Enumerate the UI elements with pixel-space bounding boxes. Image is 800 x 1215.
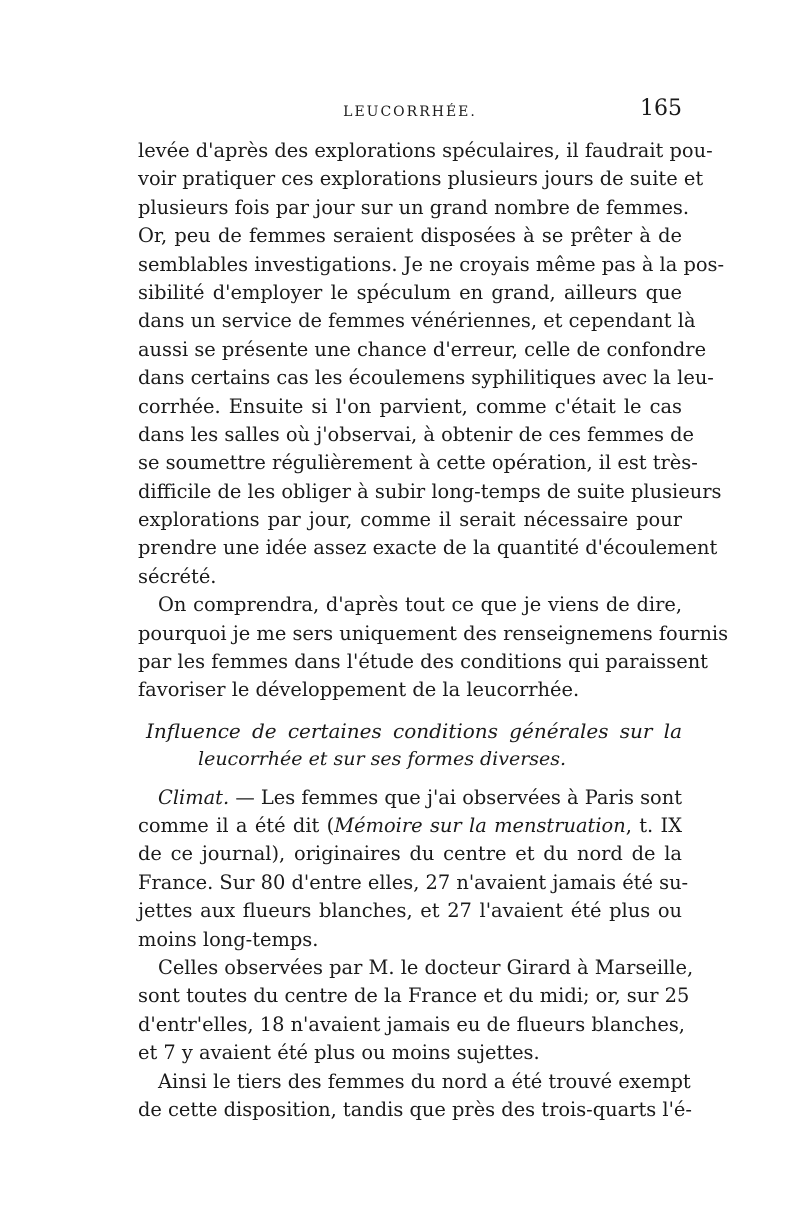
text-line: corrhée. Ensuite si l'on parvient, comme c'était le cas (138, 394, 682, 418)
text-line: France. Sur 80 d'entre elles, 27 n'avaient jamais été su- (138, 870, 689, 894)
paragraph-comprendra (138, 591, 729, 705)
spacer (138, 774, 682, 784)
section-heading (138, 717, 682, 774)
text-line: sibilité d'employer le spéculum en grand, ailleurs que (138, 280, 682, 304)
paragraph-ainsi (138, 1068, 692, 1125)
text-line: semblables investigations. Je ne croyais même pas à la pos- (138, 252, 725, 276)
text-line: moins long-temps. (138, 927, 319, 951)
text-line: jettes aux flueurs blanches, et 27 l'avaient été plus ou (138, 899, 682, 923)
text-line: sécrété. (138, 564, 217, 588)
text-line: pourquoi je me sers uniquement des renseignemens fournis (138, 621, 729, 645)
text-line: et 7 y avaient été plus ou moins sujettes. (138, 1041, 540, 1065)
text-line: Or, peu de femmes seraient disposées à se prêter à de (138, 224, 682, 248)
text-line: de ce journal), originaires du centre et du nord de la (138, 842, 682, 866)
text-line: dans certains cas les écoulemens syphilitiques avec la leu- (138, 366, 714, 390)
text-span: , t. IX (625, 813, 682, 837)
text-span: — Les femmes que j'ai observées à Paris sont (229, 785, 682, 809)
running-title: LEUCORRHÉE. (343, 104, 477, 120)
text-line: Ainsi le tiers des femmes du nord a été trouvé exempt (158, 1069, 691, 1093)
text-line: difficile de les obliger à subir long-temps de suite plusieurs (138, 479, 722, 503)
text-line: Celles observées par M. le docteur Girard à Marseille, (158, 955, 694, 979)
text-line: se soumettre régulièrement à cette opération, il est très- (138, 451, 698, 475)
text-line: levée d'après des explorations spéculaires, il faudrait pou- (138, 139, 713, 162)
text-line (138, 784, 682, 812)
spacer (138, 705, 682, 717)
text-line: aussi se présente une chance d'erreur, celle de confondre (138, 337, 707, 361)
text-line (138, 812, 682, 840)
text-line: voir pratiquer ces explorations plusieurs jours de suite et (138, 167, 704, 191)
text-span: comme il a été dit ( (138, 813, 335, 837)
text-line: sont toutes du centre de la France et du midi; or, sur 25 (138, 984, 690, 1008)
text-line: dans un service de femmes vénériennes, et cependant là (138, 309, 696, 333)
text-line: de cette disposition, tandis que près des trois-quarts l'é- (138, 1097, 692, 1121)
text-line: dans les salles où j'observai, à obtenir de ces femmes de (138, 422, 694, 446)
text-line: par les femmes dans l'étude des conditions qui paraissent (138, 650, 708, 674)
text-line: plusieurs fois par jour sur un grand nombre de femmes. (138, 195, 690, 219)
paragraph-marseille (138, 954, 694, 1068)
page-header (138, 96, 682, 126)
section-heading-line: leucorrhée et sur ses formes diverses. (198, 748, 567, 771)
section-heading-line: Influence de certaines conditions générales sur la (146, 718, 682, 743)
text-line: favoriser le développement de la leucorrhée. (138, 678, 580, 702)
paragraph-climat (138, 784, 689, 954)
text-line: prendre une idée assez exacte de la quantité d'écoulement (138, 536, 718, 560)
climat-label: Climat. (158, 785, 230, 809)
citation-title: Mémoire sur la menstruation (334, 813, 626, 837)
page-body (138, 137, 729, 1124)
text-line: d'entr'elles, 18 n'avaient jamais eu de flueurs blanches, (138, 1012, 685, 1036)
text-line: explorations par jour, comme il serait nécessaire pour (138, 508, 682, 532)
page-number: 165 (640, 96, 682, 121)
paragraph-exploration (138, 137, 725, 591)
text-line: On comprendra, d'après tout ce que je viens de dire, (158, 593, 682, 617)
